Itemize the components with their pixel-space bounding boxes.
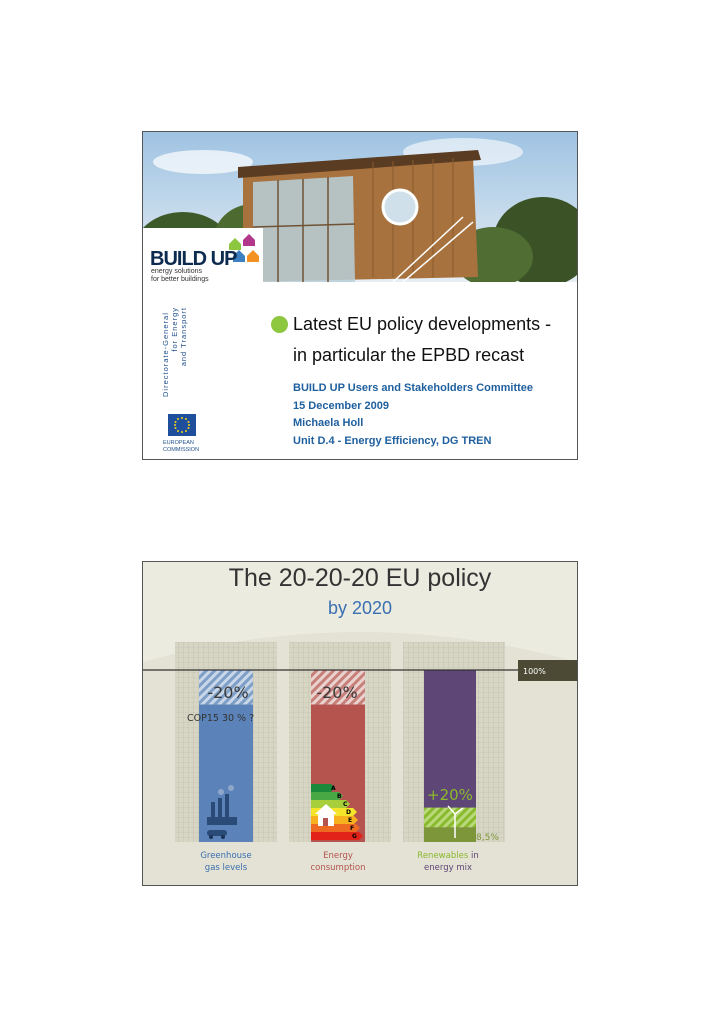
- logo-tagline-2: for better buildings: [151, 276, 209, 283]
- logo-tagline-1: energy solutions: [151, 268, 202, 275]
- title-line2: in particular the EPBD recast: [293, 345, 525, 365]
- commission-line2: COMMISSION: [163, 447, 200, 453]
- bullet-icon: [271, 316, 288, 333]
- commission-line1: EUROPEAN: [163, 440, 194, 446]
- energy-class-f: F: [350, 825, 355, 832]
- slide-title: The 20-20-20 EU policy: [228, 564, 492, 592]
- bar-renewables-current: [424, 827, 476, 842]
- axis-label-ghg-2: gas levels: [204, 863, 248, 873]
- axis-label-renewables-1: [417, 851, 478, 861]
- energy-class-d: D: [346, 809, 351, 816]
- energy-class-g: G: [352, 833, 357, 840]
- axis-label-renewables-2: energy mix: [424, 863, 472, 873]
- energy-class-e: E: [348, 817, 353, 824]
- dg-vertical-label: [161, 307, 188, 397]
- title-line1: Latest EU policy developments -: [293, 314, 552, 334]
- slide-subtitle: by 2020: [327, 598, 393, 618]
- axis-label-energy-2: consumption: [310, 863, 366, 873]
- energy-class-a: A: [331, 785, 336, 792]
- axis-label-ghg-1: Greenhouse: [200, 851, 252, 861]
- energy-change-label: -20%: [316, 683, 358, 702]
- detail-committee: BUILD UP Users and Stakeholders Committee: [293, 382, 534, 394]
- eu-flag-icon: [168, 414, 196, 436]
- ghg-change-label: -20%: [207, 683, 249, 702]
- policy-chart: [143, 562, 577, 885]
- detail-date: 15 December 2009: [293, 399, 390, 412]
- detail-speaker: Michaela Holl: [293, 417, 364, 429]
- baseline-label: 100%: [523, 667, 546, 676]
- policy-chart-slide: [142, 561, 578, 886]
- renewables-current-label: 8,5%: [476, 833, 499, 843]
- axis-label-energy-1: Energy: [323, 851, 353, 861]
- presentation-details: [293, 380, 533, 450]
- logo-brand: BUILD UP: [150, 248, 237, 270]
- cop15-annotation: COP15 30 % ?: [187, 713, 255, 724]
- energy-class-c: C: [343, 801, 348, 808]
- dg-label-line3: and Transport: [179, 307, 188, 367]
- dg-label-line1: Directorate-General: [161, 312, 170, 397]
- bar-renewables-increase: [424, 808, 476, 828]
- detail-unit: Unit D.4 - Energy Efficiency, DG TREN: [293, 434, 492, 447]
- axis-label-renewables-highlight: Renewables: [417, 851, 469, 861]
- european-commission-label: [163, 440, 199, 454]
- renewables-change-label: +20%: [427, 786, 473, 804]
- energy-class-b: B: [337, 793, 342, 800]
- title-slide: [142, 131, 578, 460]
- axis-label-renewables-rest: in: [468, 851, 479, 861]
- dg-label-line2: for Energy: [170, 307, 179, 352]
- build-up-logo: [143, 228, 263, 292]
